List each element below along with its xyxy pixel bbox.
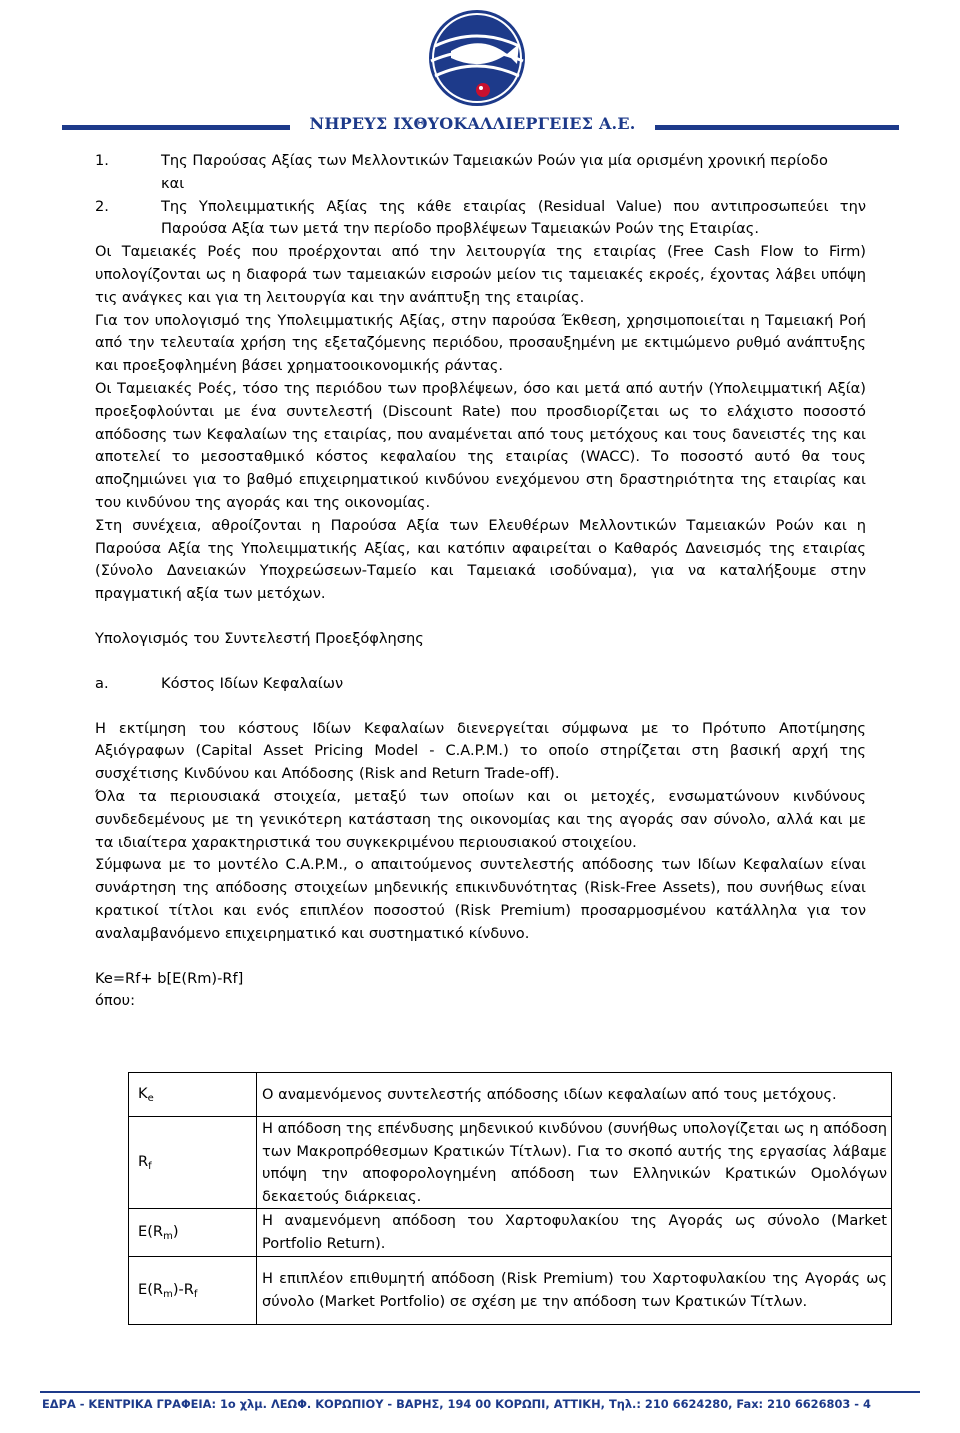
definition-cell: Η επιπλέον επιθυμητή απόδοση (Risk Premium) του Χαρτοφυλακίου της Αγοράς ως σύνολο (Market Portfolio) σε σχέση με την απόδοση των Κρατικών Τίτλων. [257, 1256, 892, 1324]
paragraph: Η εκτίμηση του κόστους Ιδίων Κεφαλαίων διενεργείται σύμφωνα με το Πρότυπο Αποτίμησης Αξιόγραφων (Capital Asset Pricing Model - C.A.P.M.) το οποίο στηρίζεται στη βασική αρχή της συσχέτισης Κινδύνου και Απόδοσης (Risk and Return Trade-off). [95, 719, 866, 783]
symbol-subscript: f [193, 1288, 198, 1300]
list-item [95, 150, 866, 173]
table-row [129, 1117, 892, 1209]
section-heading: Υπολογισμός του Συντελεστή Προεξόφλησης [95, 629, 424, 647]
company-logo [421, 6, 533, 111]
symbol-subscript: f [148, 1161, 152, 1173]
symbol-cell [129, 1256, 257, 1324]
footer-address-text: 1ο χλμ. ΛΕΩΦ. ΚΟΡΩΠΙΟΥ - ΒΑΡΗΣ, 194 00 ΚΟΡΩΠΙ, ΑΤΤΙΚΗ, Τηλ.: 210 6624280, Fax: 210 6626803 - 4 [216, 1397, 871, 1411]
table-row [129, 1256, 892, 1324]
company-name: ΝΗΡΕΥΣ ΙΧΘΥΟΚΑΛΛΙΕΡΓΕΙΕΣ Α.Ε. [309, 114, 636, 133]
table-row [129, 1209, 892, 1256]
paragraph: Σύμφωνα με το μοντέλο C.A.P.M., ο απαιτούμενος συντελεστής απόδοσης των Ιδίων Κεφαλαίων είναι συνάρτηση της απόδοσης στοιχείων μηδενικής επικινδυνότητας (Risk-Free Assets), που συνήθως είναι κρατικοί τίτλοι και ενός επιπλέον ποσοστού (Risk Premium) προσαρμοσμένου κατάλληλα για τον αναλαμβανόμενο επιχειρηματικό και συστηματικό κίνδυνο. [95, 856, 866, 942]
definitions-table [128, 1072, 892, 1325]
definition-cell: Η αναμενόμενη απόδοση του Χαρτοφυλακίου της Αγοράς ως σύνολο (Market Portfolio Return). [257, 1209, 892, 1256]
symbol-cell [129, 1209, 257, 1256]
symbol-tail: ) [172, 1223, 179, 1241]
list-number: 2. [95, 197, 109, 215]
list-item [95, 196, 866, 242]
symbol-text: E(R [138, 1280, 164, 1298]
footer-label: ΕΔΡΑ - ΚΕΝΤΡΙΚΑ ΓΡΑΦΕΙΑ: [42, 1397, 217, 1411]
subsection-number: a. [95, 674, 109, 692]
paragraph: Στη συνέχεια, αθροίζονται η Παρούσα Αξία των Ελευθέρων Μελλοντικών Ταμειακών Ροών και η Παρούσα Αξία της Υπολειμματικής Αξίας, και κατόπιν αφαιρείται ο Καθαρός Δανεισμός της εταιρίας (Σύνολο Δανειακών Υποχρεώσεων-Ταμείο και Ταμειακά ισοδύναμα), για να καταλήξουμε στην πραγματική αξία των μετόχων. [95, 516, 866, 603]
definition-cell: Ο αναμενόμενος συντελεστής απόδοσης ιδίων κεφαλαίων από τους μετόχους. [257, 1073, 892, 1117]
header-rule-right [655, 125, 899, 130]
symbol-text: R [138, 1153, 149, 1171]
list-text: Της Παρούσας Αξίας των Μελλοντικών Ταμειακών Ροών για μία ορισμένη χρονική περίοδο [161, 152, 828, 169]
symbol-subscript: m [163, 1231, 173, 1243]
table-row [129, 1073, 892, 1117]
paragraph: Όλα τα περιουσιακά στοιχεία, μεταξύ των οποίων και οι μετοχές, ενσωματώνουν κινδύνους συνδεδεμένους με τη γενικότερη κατάσταση της οικονομίας και της αγοράς σαν σύνολο, αλλά και με τα ιδιαίτερα χαρακτηριστικά του συγκεκριμένου περιουσιακού στοιχείου. [95, 787, 866, 851]
capm-formula: Ke=Rf+ b[E(Rm)-Rf] [95, 969, 244, 987]
definition-cell: Η απόδοση της επένδυσης μηδενικού κινδύνου (συνήθως υπολογίζεται ως η απόδοση των Μακροπρόθεσμων Κρατικών Τίτλων). Για το σκοπό αυτής της εργασίας λάβαμε υπόψη την αποφορολογημένη απόδοση των Ελληνικών Κρατικών Ομολόγων δεκαετούς διάρκειας. [257, 1117, 892, 1209]
list-text: Της Υπολειμματικής Αξίας της κάθε εταιρίας (Residual Value) που αντιπροσωπεύει την Παρούσα Αξία των μετά την περίοδο προβλέψεων Ταμειακών Ροών της Εταιρίας. [161, 197, 866, 238]
symbol-cell [129, 1117, 257, 1209]
subsection-title: Κόστος Ιδίων Κεφαλαίων [161, 674, 344, 692]
paragraph: Οι Ταμειακές Ροές, τόσο της περιόδου των προβλέψεων, όσο και μετά από αυτήν (Υπολειμματική Αξία) προεξοφλούνται με ένα συντελεστή (Discount Rate) που προσδιορίζεται ως το ελάχιστο ποσοστό απόδοσης των Κεφαλαίων της εταιρίας, που αναμένεται από τους μετόχους και τους δανειστές της και αποτελεί το μεσοσταθμικό κόστος κεφαλαίου της εταιρίας (WACC). Το ποσοστό αυτό θα τους αποζημιώνει για το βαθμό επιχειρηματικού κινδύνου ενεχόμενου στη δραστηριότητα της εταιρίας και του κινδύνου της αγοράς και της οικονομίας. [95, 379, 866, 511]
symbol-subscript: m [163, 1288, 173, 1300]
symbol-cell [129, 1073, 257, 1117]
footer-address [42, 1397, 942, 1411]
symbol-text: K [138, 1085, 148, 1103]
paragraph: Οι Ταμειακές Ροές που προέρχονται από την λειτουργία της εταιρίας (Free Cash Flow to Firm) υπολογίζονται ως η διαφορά των ταμειακών εισροών μείον τις ταμειακές εκροές, έχοντας λάβει υπόψη τις ανάγκες και για τη λειτουργία και την ανάπτυξη της εταιρίας. [95, 243, 866, 306]
document-body [95, 150, 866, 1013]
footer-rule [40, 1391, 920, 1393]
conjunction: και [161, 174, 185, 192]
symbol-subscript: e [147, 1093, 154, 1105]
symbol-tail: )-R [172, 1280, 194, 1298]
subsection-heading [95, 673, 866, 696]
formula-where: όπου: [95, 992, 136, 1010]
symbol-text: E(R [138, 1223, 164, 1241]
list-number: 1. [95, 152, 109, 169]
header-rule-left [62, 125, 290, 130]
fish-globe-logo-icon [421, 6, 533, 111]
paragraph: Για τον υπολογισμό της Υπολειμματικής Αξίας, στην παρούσα Έκθεση, χρησιμοποιείται η Ταμειακή Ροή από την τελευταία χρήση της εξεταζόμενης περιόδου, προσαυξημένη με εκτιμώμενο ρυθμό ανάπτυξης και προεξοφλημένη βάσει χρηματοοικονομικής ράντας. [95, 311, 866, 375]
